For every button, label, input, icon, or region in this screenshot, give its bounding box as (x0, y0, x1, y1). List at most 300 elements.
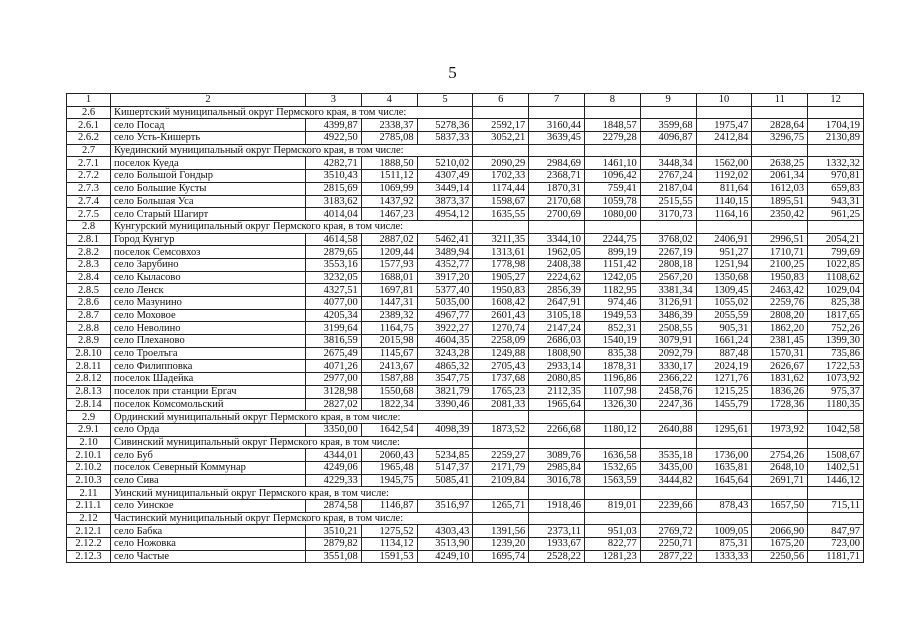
value-cell: 2066,90 (752, 525, 808, 538)
settlement-name: село Большая Уса (111, 195, 306, 208)
value-cell: 4352,77 (417, 258, 473, 271)
value-cell: 1962,05 (529, 246, 585, 259)
value-cell: 1675,20 (752, 538, 808, 551)
row-code: 2.11.1 (67, 500, 111, 513)
value-cell: 2267,19 (640, 246, 696, 259)
value-cell: 3199,64 (306, 322, 362, 335)
value-cell: 1239,20 (473, 538, 529, 551)
value-cell: 951,27 (696, 246, 752, 259)
column-number-header: 11 (752, 94, 808, 107)
value-cell: 1295,61 (696, 423, 752, 436)
value-cell: 1196,86 (584, 373, 640, 386)
value-cell: 1587,88 (361, 373, 417, 386)
value-cell: 2458,76 (640, 385, 696, 398)
value-cell: 1151,42 (584, 258, 640, 271)
value-cell: 1728,36 (752, 398, 808, 411)
value-cell: 2567,20 (640, 271, 696, 284)
value-cell: 3599,68 (640, 119, 696, 132)
value-cell: 4249,10 (417, 550, 473, 563)
value-cell: 1765,23 (473, 385, 529, 398)
section-code: 2.7 (67, 144, 111, 157)
value-cell: 887,48 (696, 347, 752, 360)
value-cell: 3486,39 (640, 309, 696, 322)
value-cell: 2090,29 (473, 157, 529, 170)
value-cell: 2769,72 (640, 525, 696, 538)
value-cell: 5210,02 (417, 157, 473, 170)
table-row (67, 233, 864, 246)
value-cell: 5377,40 (417, 284, 473, 297)
empty-cell (529, 436, 585, 449)
value-cell: 2250,71 (640, 538, 696, 551)
value-cell: 723,00 (808, 538, 864, 551)
empty-cell (584, 106, 640, 119)
value-cell: 3016,78 (529, 474, 585, 487)
settlement-name: село Ножовка (111, 538, 306, 551)
value-cell: 1140,15 (696, 195, 752, 208)
column-number-header: 12 (808, 94, 864, 107)
value-cell: 970,81 (808, 170, 864, 183)
value-cell: 4307,49 (417, 170, 473, 183)
table-row (67, 347, 864, 360)
value-cell: 1710,71 (752, 246, 808, 259)
column-number-header: 6 (473, 94, 529, 107)
value-cell: 4098,39 (417, 423, 473, 436)
value-cell: 2244,75 (584, 233, 640, 246)
table-row (67, 373, 864, 386)
table-row (67, 119, 864, 132)
value-cell: 3128,98 (306, 385, 362, 398)
value-cell: 1249,88 (473, 347, 529, 360)
settlement-name: поселок Шадейка (111, 373, 306, 386)
value-cell: 3052,21 (473, 132, 529, 145)
value-cell: 4249,06 (306, 461, 362, 474)
table-row (67, 195, 864, 208)
value-cell: 2081,33 (473, 398, 529, 411)
value-cell: 2389,32 (361, 309, 417, 322)
settlement-name: село Неволино (111, 322, 306, 335)
value-cell: 735,86 (808, 347, 864, 360)
value-cell: 2933,14 (529, 360, 585, 373)
value-cell: 1055,02 (696, 297, 752, 310)
row-code: 2.6.2 (67, 132, 111, 145)
table-row (67, 398, 864, 411)
empty-cell (640, 144, 696, 157)
row-code: 2.8.7 (67, 309, 111, 322)
table-row (67, 271, 864, 284)
empty-cell (752, 512, 808, 525)
empty-cell (473, 411, 529, 424)
value-cell: 3821,79 (417, 385, 473, 398)
value-cell: 4344,01 (306, 449, 362, 462)
value-cell: 2984,69 (529, 157, 585, 170)
value-cell: 2366,22 (640, 373, 696, 386)
value-cell: 2130,89 (808, 132, 864, 145)
value-cell: 3489,94 (417, 246, 473, 259)
value-cell: 1029,04 (808, 284, 864, 297)
value-cell: 3535,18 (640, 449, 696, 462)
value-cell: 1059,78 (584, 195, 640, 208)
tariff-table (66, 93, 864, 563)
column-number-header: 3 (306, 94, 362, 107)
value-cell: 1508,67 (808, 449, 864, 462)
value-cell: 5085,41 (417, 474, 473, 487)
value-cell: 1950,83 (473, 284, 529, 297)
table-row (67, 474, 864, 487)
table-row (67, 500, 864, 513)
empty-cell (808, 487, 864, 500)
value-cell: 1251,94 (696, 258, 752, 271)
value-cell: 4399,87 (306, 119, 362, 132)
empty-cell (808, 220, 864, 233)
settlement-name: поселок Куеда (111, 157, 306, 170)
value-cell: 3211,35 (473, 233, 529, 246)
value-cell: 1009,05 (696, 525, 752, 538)
value-cell: 4071,26 (306, 360, 362, 373)
value-cell: 1918,46 (529, 500, 585, 513)
value-cell: 1949,53 (584, 309, 640, 322)
value-cell: 2247,36 (640, 398, 696, 411)
column-number-header: 7 (529, 94, 585, 107)
value-cell: 1702,33 (473, 170, 529, 183)
value-cell: 1836,26 (752, 385, 808, 398)
value-cell: 3105,18 (529, 309, 585, 322)
value-cell: 2638,25 (752, 157, 808, 170)
value-cell: 2856,39 (529, 284, 585, 297)
value-cell: 3381,34 (640, 284, 696, 297)
value-cell: 3553,16 (306, 258, 362, 271)
value-cell: 1965,64 (529, 398, 585, 411)
empty-cell (473, 512, 529, 525)
table-row (67, 246, 864, 259)
value-cell: 3296,75 (752, 132, 808, 145)
value-cell: 2691,71 (752, 474, 808, 487)
table-row (67, 360, 864, 373)
table-row (67, 170, 864, 183)
value-cell: 1022,85 (808, 258, 864, 271)
empty-cell (752, 106, 808, 119)
column-number-header: 2 (111, 94, 306, 107)
value-cell: 4077,00 (306, 297, 362, 310)
table-row (67, 208, 864, 221)
row-code: 2.9.1 (67, 423, 111, 436)
value-cell: 4303,43 (417, 525, 473, 538)
value-cell: 5147,37 (417, 461, 473, 474)
value-cell: 3390,46 (417, 398, 473, 411)
value-cell: 4954,12 (417, 208, 473, 221)
empty-cell (696, 411, 752, 424)
value-cell: 2785,08 (361, 132, 417, 145)
value-cell: 2054,21 (808, 233, 864, 246)
value-cell: 3079,91 (640, 335, 696, 348)
value-cell: 2368,71 (529, 170, 585, 183)
settlement-name: село Ленск (111, 284, 306, 297)
value-cell: 822,77 (584, 538, 640, 551)
value-cell: 1608,42 (473, 297, 529, 310)
value-cell: 2250,56 (752, 550, 808, 563)
value-cell: 2109,84 (473, 474, 529, 487)
table-row (67, 322, 864, 335)
value-cell: 3243,28 (417, 347, 473, 360)
value-cell: 2259,27 (473, 449, 529, 462)
value-cell: 3816,59 (306, 335, 362, 348)
value-cell: 2147,24 (529, 322, 585, 335)
value-cell: 1888,50 (361, 157, 417, 170)
value-cell: 3551,08 (306, 550, 362, 563)
value-cell: 3547,75 (417, 373, 473, 386)
table-row (67, 157, 864, 170)
value-cell: 1570,31 (752, 347, 808, 360)
value-cell: 1447,31 (361, 297, 417, 310)
value-cell: 1511,12 (361, 170, 417, 183)
settlement-name: село Посад (111, 119, 306, 132)
value-cell: 2061,34 (752, 170, 808, 183)
value-cell: 5035,00 (417, 297, 473, 310)
value-cell: 1402,51 (808, 461, 864, 474)
value-cell: 3330,17 (640, 360, 696, 373)
value-cell: 2808,18 (640, 258, 696, 271)
value-cell: 1965,48 (361, 461, 417, 474)
value-cell: 3183,62 (306, 195, 362, 208)
value-cell: 1242,05 (584, 271, 640, 284)
empty-cell (584, 512, 640, 525)
value-cell: 1563,59 (584, 474, 640, 487)
value-cell: 799,69 (808, 246, 864, 259)
table-row (67, 182, 864, 195)
empty-cell (584, 411, 640, 424)
row-code: 2.12.2 (67, 538, 111, 551)
value-cell: 1399,30 (808, 335, 864, 348)
value-cell: 1042,58 (808, 423, 864, 436)
value-cell: 1174,44 (473, 182, 529, 195)
section-title: Ординский муниципальный округ Пермского края, в том числе: (111, 411, 473, 424)
empty-cell (640, 512, 696, 525)
value-cell: 1577,93 (361, 258, 417, 271)
value-cell: 3435,00 (640, 461, 696, 474)
value-cell: 1461,10 (584, 157, 640, 170)
settlement-name: село Большие Кусты (111, 182, 306, 195)
value-cell: 1181,71 (808, 550, 864, 563)
empty-cell (752, 144, 808, 157)
value-cell: 1778,98 (473, 258, 529, 271)
value-cell: 2024,19 (696, 360, 752, 373)
settlement-name: село Моховое (111, 309, 306, 322)
section-title: Уинский муниципальный округ Пермского края, в том числе: (111, 487, 473, 500)
value-cell: 2879,65 (306, 246, 362, 259)
value-cell: 3768,02 (640, 233, 696, 246)
settlement-name: село Усть-Кишерть (111, 132, 306, 145)
table-row (67, 461, 864, 474)
value-cell: 1146,87 (361, 500, 417, 513)
section-header-row (67, 220, 864, 233)
empty-cell (529, 512, 585, 525)
value-cell: 1192,02 (696, 170, 752, 183)
column-number-row (67, 94, 864, 107)
value-cell: 1808,90 (529, 347, 585, 360)
value-cell: 1333,33 (696, 550, 752, 563)
empty-cell (640, 411, 696, 424)
value-cell: 1391,56 (473, 525, 529, 538)
row-code: 2.10.3 (67, 474, 111, 487)
column-number-header: 9 (640, 94, 696, 107)
value-cell: 5234,85 (417, 449, 473, 462)
value-cell: 1697,81 (361, 284, 417, 297)
value-cell: 1878,31 (584, 360, 640, 373)
value-cell: 1180,35 (808, 398, 864, 411)
value-cell: 2767,24 (640, 170, 696, 183)
settlement-name: село Троелъга (111, 347, 306, 360)
value-cell: 1080,00 (584, 208, 640, 221)
column-number-header: 5 (417, 94, 473, 107)
row-code: 2.8.1 (67, 233, 111, 246)
empty-cell (473, 436, 529, 449)
value-cell: 1822,34 (361, 398, 417, 411)
value-cell: 3513,90 (417, 538, 473, 551)
value-cell: 1107,98 (584, 385, 640, 398)
settlement-name: поселок при станции Ергач (111, 385, 306, 398)
value-cell: 1134,12 (361, 538, 417, 551)
value-cell: 2996,51 (752, 233, 808, 246)
value-cell: 3510,21 (306, 525, 362, 538)
section-title: Частинский муниципальный округ Пермского края, в том числе: (111, 512, 473, 525)
value-cell: 2279,28 (584, 132, 640, 145)
settlement-name: поселок Комсомольский (111, 398, 306, 411)
row-code: 2.8.13 (67, 385, 111, 398)
value-cell: 1275,52 (361, 525, 417, 538)
value-cell: 2700,69 (529, 208, 585, 221)
value-cell: 2413,67 (361, 360, 417, 373)
value-cell: 2815,69 (306, 182, 362, 195)
value-cell: 4282,71 (306, 157, 362, 170)
empty-cell (473, 487, 529, 500)
value-cell: 2626,67 (752, 360, 808, 373)
value-cell: 975,37 (808, 385, 864, 398)
section-code: 2.6 (67, 106, 111, 119)
section-title: Кишертский муниципальный округ Пермского края, в том числе: (111, 106, 473, 119)
value-cell: 819,01 (584, 500, 640, 513)
section-header-row (67, 512, 864, 525)
value-cell: 1661,24 (696, 335, 752, 348)
empty-cell (808, 512, 864, 525)
section-title: Кунгурский муниципальный округ Пермского края, в том числе: (111, 220, 473, 233)
empty-cell (808, 144, 864, 157)
value-cell: 1532,65 (584, 461, 640, 474)
value-cell: 1215,25 (696, 385, 752, 398)
value-cell: 752,26 (808, 322, 864, 335)
value-cell: 2463,42 (752, 284, 808, 297)
value-cell: 3089,76 (529, 449, 585, 462)
value-cell: 943,31 (808, 195, 864, 208)
value-cell: 4604,35 (417, 335, 473, 348)
row-code: 2.10.2 (67, 461, 111, 474)
table-row (67, 423, 864, 436)
empty-cell (473, 220, 529, 233)
value-cell: 2266,68 (529, 423, 585, 436)
value-cell: 2112,35 (529, 385, 585, 398)
empty-cell (584, 487, 640, 500)
value-cell: 1736,00 (696, 449, 752, 462)
settlement-name: село Кыласово (111, 271, 306, 284)
value-cell: 3232,05 (306, 271, 362, 284)
settlement-name: поселок Северный Коммунар (111, 461, 306, 474)
row-code: 2.7.3 (67, 182, 111, 195)
value-cell: 825,38 (808, 297, 864, 310)
empty-cell (808, 411, 864, 424)
value-cell: 5462,41 (417, 233, 473, 246)
value-cell: 2601,43 (473, 309, 529, 322)
row-code: 2.10.1 (67, 449, 111, 462)
value-cell: 1350,68 (696, 271, 752, 284)
value-cell: 3126,91 (640, 297, 696, 310)
column-number-header: 10 (696, 94, 752, 107)
section-code: 2.8 (67, 220, 111, 233)
empty-cell (640, 487, 696, 500)
value-cell: 2373,11 (529, 525, 585, 538)
settlement-name: село Зарубино (111, 258, 306, 271)
value-cell: 1467,23 (361, 208, 417, 221)
value-cell: 2055,59 (696, 309, 752, 322)
empty-cell (696, 487, 752, 500)
row-code: 2.8.8 (67, 322, 111, 335)
empty-cell (584, 220, 640, 233)
value-cell: 1704,19 (808, 119, 864, 132)
row-code: 2.7.5 (67, 208, 111, 221)
value-cell: 847,97 (808, 525, 864, 538)
value-cell: 811,64 (696, 182, 752, 195)
row-code: 2.8.3 (67, 258, 111, 271)
settlement-name: село Буб (111, 449, 306, 462)
value-cell: 1695,74 (473, 550, 529, 563)
settlement-name: село Частые (111, 550, 306, 563)
row-code: 2.8.4 (67, 271, 111, 284)
value-cell: 1975,47 (696, 119, 752, 132)
value-cell: 2808,20 (752, 309, 808, 322)
value-cell: 2705,43 (473, 360, 529, 373)
row-code: 2.7.4 (67, 195, 111, 208)
section-header-row (67, 487, 864, 500)
table-row (67, 132, 864, 145)
value-cell: 1326,30 (584, 398, 640, 411)
value-cell: 2985,84 (529, 461, 585, 474)
settlement-name: Город Кунгур (111, 233, 306, 246)
value-cell: 1873,52 (473, 423, 529, 436)
value-cell: 2515,55 (640, 195, 696, 208)
value-cell: 951,03 (584, 525, 640, 538)
row-code: 2.6.1 (67, 119, 111, 132)
settlement-name: село Бабка (111, 525, 306, 538)
value-cell: 1591,53 (361, 550, 417, 563)
value-cell: 3444,82 (640, 474, 696, 487)
value-cell: 1636,58 (584, 449, 640, 462)
section-code: 2.10 (67, 436, 111, 449)
settlement-name: село Сива (111, 474, 306, 487)
row-code: 2.8.11 (67, 360, 111, 373)
empty-cell (696, 106, 752, 119)
empty-cell (696, 144, 752, 157)
row-code: 2.8.10 (67, 347, 111, 360)
value-cell: 1642,54 (361, 423, 417, 436)
value-cell: 2224,62 (529, 271, 585, 284)
settlement-name: село Старый Шагирт (111, 208, 306, 221)
table-row (67, 449, 864, 462)
empty-cell (529, 411, 585, 424)
value-cell: 2350,42 (752, 208, 808, 221)
row-code: 2.8.12 (67, 373, 111, 386)
value-cell: 1313,61 (473, 246, 529, 259)
value-cell: 2827,02 (306, 398, 362, 411)
column-number-header: 4 (361, 94, 417, 107)
empty-cell (752, 436, 808, 449)
empty-cell (696, 220, 752, 233)
